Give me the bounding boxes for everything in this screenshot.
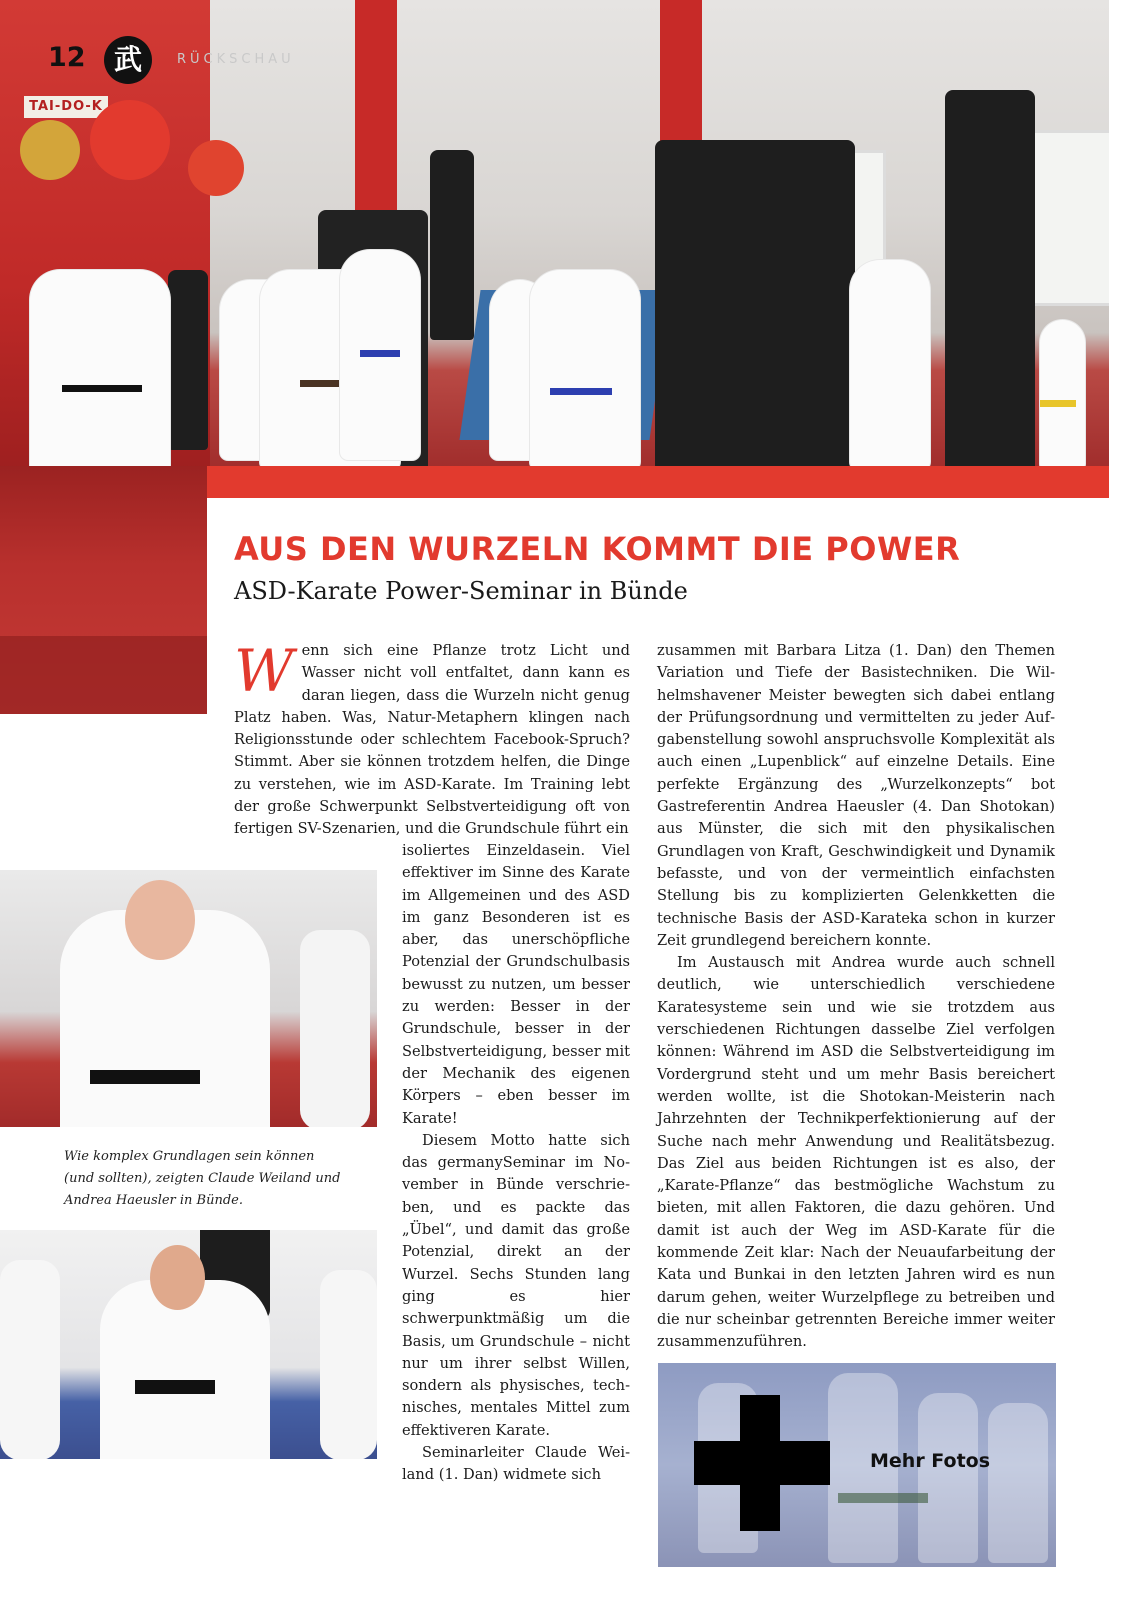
box-background-person [918, 1393, 978, 1563]
article-column-1-top [234, 637, 630, 841]
article-paragraph: isoliertes Einzeldasein. Viel effektiver im Sinne des Karate im Allgemeinen und des ASD im ganz Besonderen ist es aber, das unerschöpfliche Potenzial der Grundschulbasis bewusst zu nutzen, um besser zu werden: Besser in der Grundschule, besser in der Selbstverteidigung, besser mit der Mechanik des eigenen Körpers – eben besser im Karate! [402, 842, 630, 1127]
hero-floor-strip [0, 466, 207, 714]
hero-karateka [1040, 320, 1085, 470]
hero-ball [20, 120, 80, 180]
section-label: RÜCKSCHAU [177, 52, 295, 67]
floor-shadow [0, 636, 207, 714]
photo-background-person [320, 1270, 377, 1459]
hero-belt [360, 350, 400, 357]
hero-karateka [530, 270, 640, 470]
box-background-person [988, 1403, 1048, 1563]
photo-claude-weiland [0, 870, 377, 1127]
photo-andrea-haeusler [0, 1230, 377, 1459]
hero-karateka [850, 260, 930, 470]
hero-photo [0, 0, 1109, 475]
hero-belt [62, 385, 142, 392]
hero-ball [90, 100, 170, 180]
hero-punching-bag [168, 270, 208, 450]
photo-head [125, 880, 195, 960]
hero-punching-bag [655, 140, 855, 470]
photo-background-person [300, 930, 370, 1127]
article-paragraph: Diesem Motto hatte sich das germanySeminar im November in Bünde verschrieben, und es packte das „Übel“, und damit das große Potenzial, direkt an der Wurzel. Sechs Stunden lang ging es hier schwerpunktmäßig um die Basis, um Grundschule – nicht nur um ihrer selbst Willen, sondern als physisches, technisches, mentales Mittel zum effektiveren Karate. [402, 1131, 630, 1439]
hero-ball [188, 140, 244, 196]
photo-belt [135, 1380, 215, 1394]
photo-head [150, 1245, 205, 1310]
article-column-2 [657, 640, 1055, 1354]
article-title: AUS DEN WURZELN KOMMT DIE POWER [234, 530, 961, 568]
hero-window [1030, 130, 1109, 306]
red-band [207, 466, 1109, 498]
photo-background-person [0, 1260, 60, 1459]
hero-punching-bag [430, 150, 474, 340]
photo-belt [90, 1070, 200, 1084]
plus-icon-bar[interactable] [694, 1441, 830, 1485]
article-paragraph: Im Austausch mit Andrea wurde auch schnell deutlich, wie unterschiedlich verschiedene Karatesysteme sein und wie sie trotzdem aus verschiedenen Richtungen dasselbe Ziel verfolgen können: Während im ASD die Selbstverteidigung im Vordergrund steht und um mehr Basis bereichert werden wollte, ist die Shotokan-Meisterin nach Jahrzehnten der Technikperfektionierung auf der Suche nach mehr Anwendung und Realitätsbezug. Das Ziel aus beiden Richtungen ist es also, der „Karate-Pflanze“ das bestmögliche Wachstum zu bieten, mit allen Faktoren, die dazu gehören. Und damit ist auch der Weg im ASD-Karate für die kommende Zeit klar: Nach der Neuaufarbeitung der Kata und Bunkai in den letzten Jahren wird es nun darum gehen, weiter Wurzelpflege zu betreiben und die nur scheinbar getrennten Bereiche immer weiter zusammenzuführen. [657, 954, 1055, 1351]
more-photos-label[interactable]: Mehr Fotos [870, 1450, 991, 1472]
paragraph-text: enn sich eine Pflanze trotz Licht und Wasser nicht voll entfaltet, dann kann es daran liegen, dass die Wurzeln nicht genug Platz haben. Was, Natur-Metaphern klingen nach Religionsstunde oder schlechtem Facebook-Spruch? Stimmt. Aber sie können trotzdem helfen, die Dinge zu verstehen, wie im ASD-Karate. Im Training lebt der große Schwerpunkt Selbstverteidigung oft von fertigen SV-Szenarien, und die Grundschule führt ein [234, 642, 630, 838]
article-subtitle: ASD-Karate Power-Seminar in Bünde [234, 577, 688, 605]
article-paragraph: zusammen mit Barbara Litza (1. Dan) den Themen Variation und Tiefe der Basistechniken. Die Wilhelmshavener Meister bewegten sich dabei entlang der Prüfungsordnung und vermittelten zu jeder Aufgabenstellung sowohl anspruchsvolle Komplexität als auch einen „Lupenblick“ auf einzelne Details. Eine perfekte Ergänzung des „Wurzelkonzepts“ bot Gastreferentin Andrea Haeusler (4. Dan Shotokan) aus Münster, die sich mit den physikalischen Grundlagen von Kraft, Geschwindigkeit und Dynamik befasste, und von der vermeintlich einfachsten Stellung bis zu komplizierten Gelenkketten die technische Basis der ASD-Karateka schon in kurzer Zeit grundlegend bereichern konnte. [657, 642, 1055, 949]
article-paragraph: Seminarleiter Claude Weiland (1. Dan) widmete sich [402, 1444, 630, 1484]
hero-sign: TAI-DO-K [24, 96, 108, 118]
hero-belt [550, 388, 612, 395]
logo-icon: 武 [104, 36, 152, 84]
drop-cap: W [234, 637, 294, 705]
hero-karateka [30, 270, 170, 475]
hero-belt [1040, 400, 1076, 407]
box-belt [838, 1493, 928, 1503]
article-column-1-narrow [402, 840, 630, 1487]
article-paragraph [234, 637, 630, 841]
photo-caption: Wie komplex Grundlagen sein können (und sollten), zeigten Claude Weiland und Andrea Haeusler in Bünde. [64, 1149, 341, 1208]
hero-punching-bag [945, 90, 1035, 470]
page-number: 12 [48, 42, 86, 73]
